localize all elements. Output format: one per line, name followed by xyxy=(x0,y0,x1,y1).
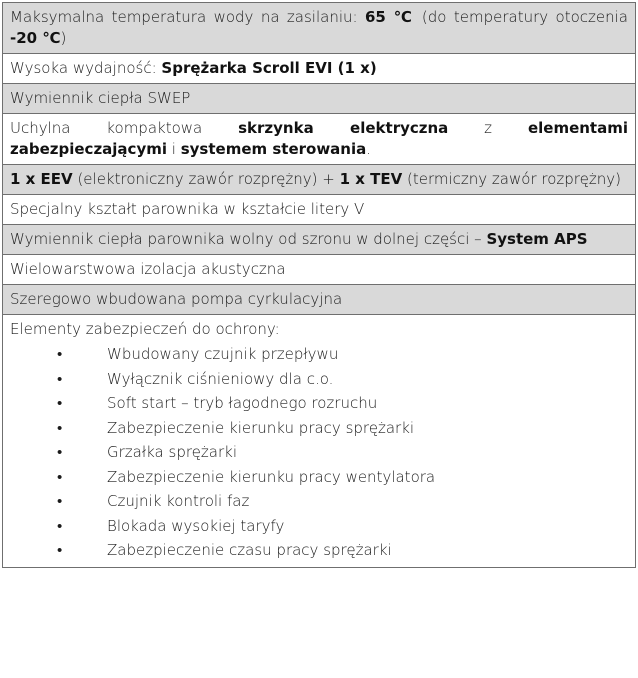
bullet-icon: • xyxy=(57,516,63,535)
cell-text: Uchylna kompaktowa xyxy=(10,119,239,137)
table-cell xyxy=(3,114,636,165)
cell-text: Wymiennik ciepła SWEP xyxy=(10,89,191,107)
cell-text: Specjalny kształt parownika w kształcie litery V xyxy=(10,200,365,218)
list-item-label: Grzałka sprężarki xyxy=(107,443,237,461)
bullet-icon: • xyxy=(57,492,63,510)
table-cell xyxy=(3,54,636,84)
cell-bold-text: -20 ℃ xyxy=(10,29,61,47)
table-row xyxy=(3,225,636,255)
table-cell xyxy=(3,315,636,568)
cell-text: ) xyxy=(60,29,67,47)
bullet-icon: • xyxy=(57,467,63,486)
protection-heading: Elementy zabezpieczeń do ochrony: xyxy=(10,320,280,338)
cell-text: (elektroniczny zawór rozprężny) + xyxy=(72,170,340,188)
cell-text: Wielowarstwowa izolacja akustyczna xyxy=(10,260,286,278)
list-item-label: Wyłącznik ciśnieniowy dla c.o. xyxy=(107,369,334,388)
list-item xyxy=(10,342,628,367)
cell-bold-text: Sprężarka Scroll EVI (1 x) xyxy=(161,59,377,77)
table-row xyxy=(3,3,636,54)
list-item xyxy=(10,538,628,563)
bullet-icon: • xyxy=(57,394,63,412)
bullet-icon: • xyxy=(57,345,63,363)
cell-bold-text: systemem sterowania xyxy=(180,140,367,158)
table-cell xyxy=(3,84,636,114)
list-item-label: Wbudowany czujnik przepływu xyxy=(107,345,339,363)
table-cell xyxy=(3,255,636,285)
table-row xyxy=(3,315,636,568)
bullet-icon: • xyxy=(57,443,63,461)
bullet-icon: • xyxy=(57,418,63,437)
table-cell xyxy=(3,195,636,225)
cell-text: i xyxy=(167,140,181,158)
table-cell xyxy=(3,285,636,315)
cell-text: (termiczny zawór rozprężny) xyxy=(402,170,621,188)
bullet-icon: • xyxy=(57,541,63,559)
list-item xyxy=(10,440,628,465)
list-item-label: Zabezpieczenie czasu pracy sprężarki xyxy=(107,541,392,559)
protection-list xyxy=(10,342,628,563)
features-table xyxy=(2,2,636,568)
list-item xyxy=(10,514,628,539)
list-item-label: Zabezpieczenie kierunku pracy wentylatora xyxy=(107,467,436,486)
cell-text: z xyxy=(448,119,528,137)
list-item-label: Czujnik kontroli faz xyxy=(107,492,250,510)
cell-bold-text: 1 x EEV xyxy=(10,170,73,188)
list-item xyxy=(10,367,628,392)
table-row xyxy=(3,54,636,84)
bullet-icon: • xyxy=(57,369,63,388)
table-cell xyxy=(3,225,636,255)
cell-text: (do temperatury otoczenia xyxy=(414,8,628,26)
table-cell xyxy=(3,3,636,54)
table-row xyxy=(3,84,636,114)
list-item xyxy=(10,416,628,441)
cell-bold-text: 65 ℃ xyxy=(364,8,415,26)
cell-text: Szeregowo wbudowana pompa cyrkulacyjna xyxy=(10,290,343,308)
cell-bold-text: System APS xyxy=(486,230,588,248)
cell-bold-text: skrzynka elektryczna xyxy=(238,119,449,137)
list-item xyxy=(10,465,628,490)
table-row xyxy=(3,195,636,225)
table-row xyxy=(3,285,636,315)
cell-text: . xyxy=(366,140,372,158)
table-row xyxy=(3,114,636,165)
cell-bold-text: 1 x TEV xyxy=(339,170,403,188)
cell-text: Wymiennik ciepła parownika wolny od szronu w dolnej części – xyxy=(10,230,487,248)
table-cell xyxy=(3,165,636,195)
list-item xyxy=(10,489,628,514)
cell-text: Wysoka wydajność: xyxy=(10,59,162,77)
list-item-label: Soft start – tryb łagodnego rozruchu xyxy=(107,394,378,412)
table-row xyxy=(3,165,636,195)
list-item-label: Zabezpieczenie kierunku pracy sprężarki xyxy=(107,418,415,437)
list-item-label: Blokada wysokiej taryfy xyxy=(107,516,285,535)
cell-bold-text: elementami zabezpieczającymi xyxy=(10,119,628,158)
table-row xyxy=(3,255,636,285)
cell-text: Maksymalna temperatura wody na zasilaniu: xyxy=(10,8,365,26)
list-item xyxy=(10,391,628,416)
